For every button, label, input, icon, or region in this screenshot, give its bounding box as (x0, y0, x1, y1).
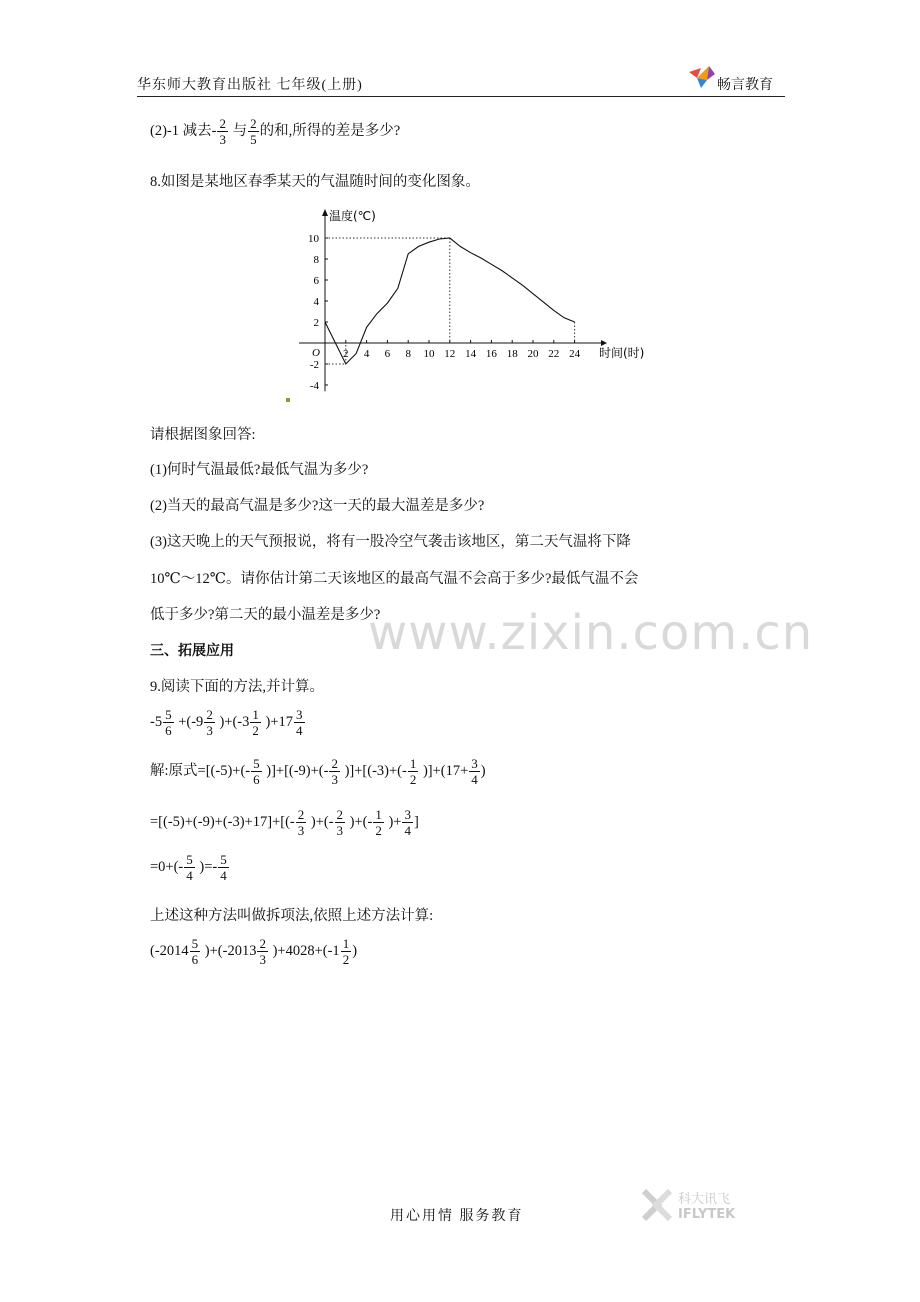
q9-task: (-2014 $\frac{5}{6}$ )+(-2013 $\frac{2}{3}$ )+4028+(-1 $\frac{1}{2}$ ) (150, 936, 358, 967)
x-axis-label: 时间(时) (599, 346, 645, 360)
q8-part3-line3: 低于多少?第二天的最小温差是多少? (150, 607, 381, 623)
brand-bird-icon (687, 64, 717, 95)
q8-part3-line2: 10℃～12℃。请你估计第二天该地区的最高气温不会高于多少?最低气温不会 (150, 571, 639, 587)
y-tick-label: -4 (309, 380, 319, 392)
y-tick-label: 2 (313, 317, 319, 329)
section-heading: 三、拓展应用 (150, 643, 234, 659)
q8-part3-line1: (3)这天晚上的天气预报说，将有一股冷空气袭击该地区，第二天气温将下降 (150, 534, 631, 550)
logo-en-text: IFLYTEK (678, 1207, 736, 1222)
y-tick-label: 10 (308, 233, 319, 245)
x-tick-label: 10 (423, 348, 435, 360)
y-tick-label: 4 (313, 296, 319, 308)
header-title: 华东师大教育出版社 七年级(上册) (137, 78, 363, 93)
q9-intro: 9.阅读下面的方法,并计算。 (150, 679, 324, 695)
q9-method: 上述这种方法叫做拆项法,依照上述方法计算: (150, 908, 434, 924)
x-tick-label: 6 (384, 348, 391, 360)
y-axis-arrow (322, 209, 328, 216)
x-tick-label: 16 (485, 348, 497, 360)
q9-solution-line1: 解:原式=[(-5)+(- $\frac{5}{6}$ )]+[(-9)+(- $\frac{2}{3}$ )]+[(-3)+(- $\frac{1}{2}$ )]+(17+ $\frac{3}{4}$ ) (150, 756, 486, 787)
q9-solution-line3: =0+(- $\frac{5}{4}$ )=- $\frac{5}{4}$ (150, 852, 227, 883)
x-tick-label: 18 (506, 348, 518, 360)
brand-label: 畅言教育 (717, 78, 773, 93)
x-tick-label: 20 (527, 348, 539, 360)
q9-solution-line2: =[(-5)+(-9)+(-3)+17]+[(- $\frac{2}{3}$ )+(- $\frac{2}{3}$ )+(- $\frac{1}{2}$ )+ $\frac{3}{4}$ ] (150, 807, 419, 838)
header-divider (137, 96, 785, 97)
y-axis-label: 温度(℃) (329, 209, 376, 223)
x-tick-label: 24 (569, 348, 581, 360)
x-tick-label: 4 (363, 348, 370, 360)
q7-part2: (2)-1 减去- $\frac{2}{3}$ 与 $\frac{2}{5}$ 的和,所得的差是多少? (150, 116, 401, 147)
watermark: www.zixin.com.cn (368, 605, 814, 661)
q8-intro: 8.如图是某地区春季某天的气温随时间的变化图象。 (150, 174, 480, 190)
q8-part1: (1)何时气温最低?最低气温为多少? (150, 462, 369, 478)
q8-part2: (2)当天的最高气温是多少?这一天的最大温差是多少? (150, 498, 485, 514)
q9-expression: -5 $\frac{5}{6}$ +(-9 $\frac{2}{3}$ )+(-3 $\frac{1}{2}$ )+17 $\frac{3}{4}$ (150, 707, 303, 738)
temperature-chart (283, 204, 663, 399)
y-tick-label: 8 (313, 254, 319, 266)
x-tick-label: 12 (444, 348, 456, 360)
y-tick-label: -2 (309, 359, 319, 371)
iflytek-logo (640, 1185, 770, 1230)
x-tick-label: 2 (343, 348, 349, 360)
footer-slogan: 用心用情 服务教育 (390, 1209, 524, 1224)
y-tick-label: 6 (313, 275, 319, 287)
x-tick-label: 22 (548, 348, 560, 360)
x-tick-label: 14 (465, 348, 477, 360)
logo-cn-text: 科大讯飞 (678, 1192, 731, 1207)
stray-dot (286, 398, 290, 402)
x-tick-label: 8 (405, 348, 411, 360)
origin-label: O (312, 347, 320, 359)
q8-prompt: 请根据图象回答: (150, 427, 256, 443)
